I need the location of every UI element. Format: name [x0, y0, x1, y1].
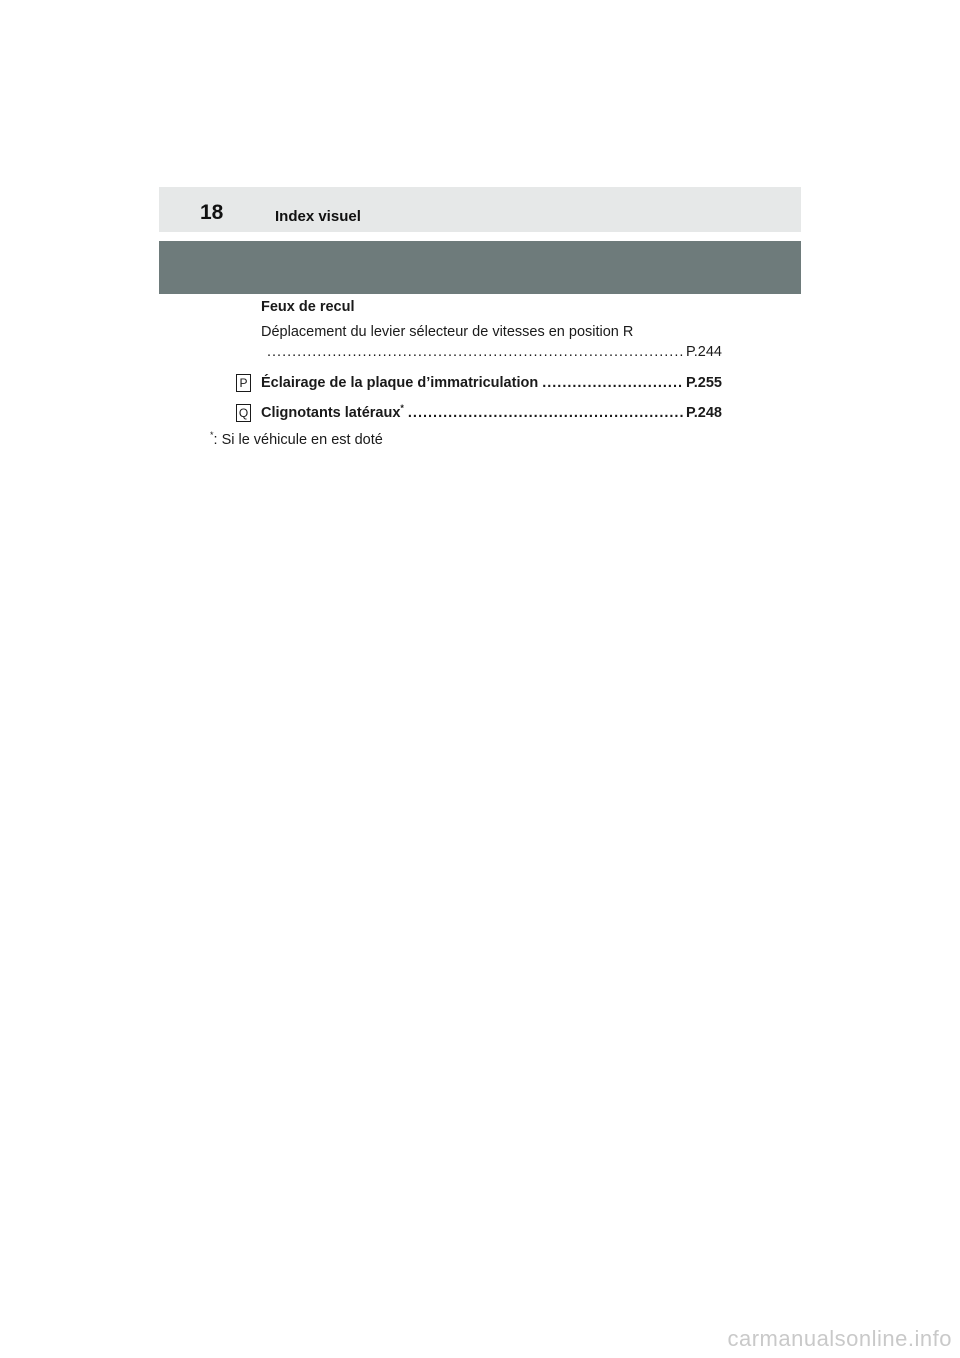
- section-title: Index visuel: [275, 208, 361, 225]
- toc-entry-side-turn-signals[interactable]: [261, 404, 722, 422]
- entry-description: Déplacement du levier sélecteur de vitesses en position R: [261, 324, 634, 340]
- leader-dots: [408, 404, 684, 422]
- badge-q: Q: [236, 404, 251, 422]
- footnote-mark: *: [400, 404, 404, 414]
- page-ref: P.248: [685, 405, 722, 421]
- footnote-mark: *: [210, 430, 214, 441]
- header-bar: [159, 187, 801, 232]
- entry-label-text: Clignotants latéraux: [261, 405, 401, 421]
- footnote-text: : Si le véhicule en est doté: [213, 432, 383, 448]
- page-ref: P.244: [685, 344, 722, 360]
- leader-dots: [542, 374, 684, 392]
- page-ref: P.255: [685, 375, 722, 391]
- description-leader-line: [261, 343, 722, 361]
- badge-p: P: [236, 374, 251, 392]
- entry-label: Éclairage de la plaque d’immatriculation: [261, 375, 539, 391]
- toc-entry-license-plate-light[interactable]: [261, 374, 722, 392]
- section-band: [159, 241, 801, 294]
- page-number: 18: [200, 201, 224, 224]
- watermark: carmanualsonline.info: [727, 1326, 952, 1351]
- footnote: [210, 431, 383, 449]
- entry-heading: Feux de recul: [261, 299, 355, 315]
- entry-label: [261, 404, 404, 422]
- leader-dots: [267, 343, 684, 361]
